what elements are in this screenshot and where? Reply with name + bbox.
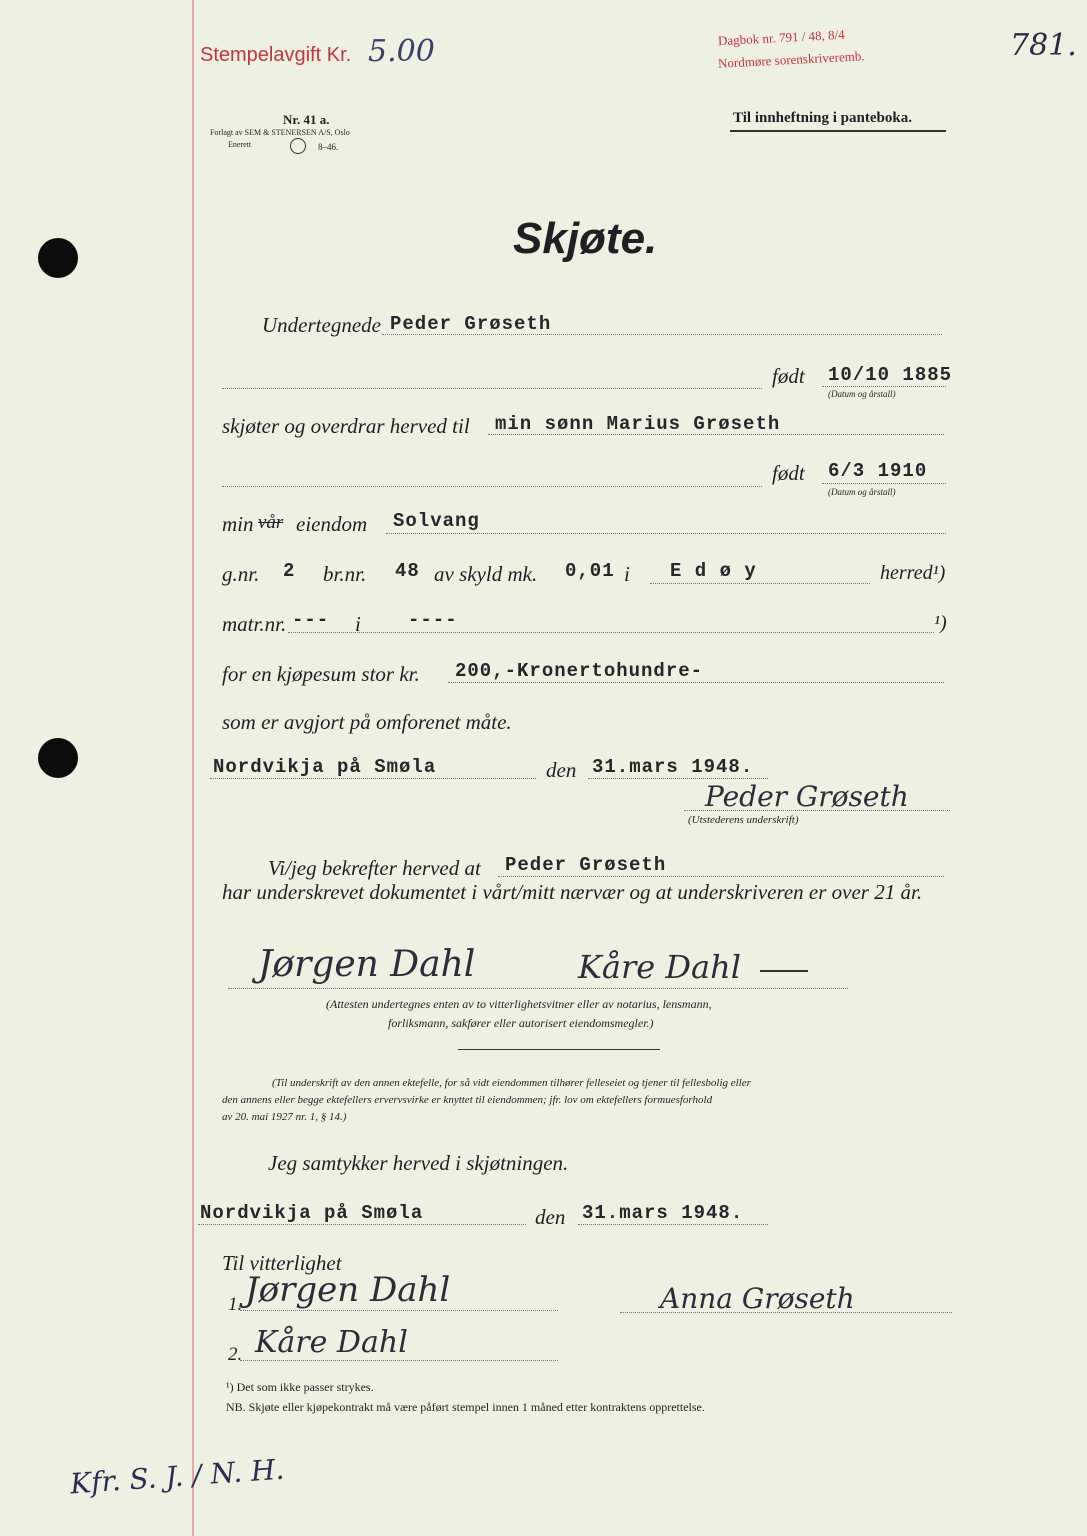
recipient-born-hint: (Datum og årstall) — [828, 487, 896, 497]
vitterlighet-signature-2: Kåre Dahl — [255, 1325, 408, 1360]
dotted-line — [386, 533, 946, 534]
binding-note-underline — [730, 130, 946, 132]
dotted-line — [240, 1310, 558, 1311]
dotted-line — [578, 1224, 768, 1225]
vitterlighet-num-1: 1. — [228, 1294, 243, 1315]
settled-text: som er avgjort på omforenet måte. — [222, 710, 512, 734]
recipient: min sønn Marius Grøseth — [495, 413, 781, 435]
property-label: eiendom — [296, 512, 368, 536]
brnr-value: 48 — [395, 560, 420, 582]
brnr-label: br.nr. — [323, 562, 367, 586]
copyright-seal-icon — [290, 138, 306, 154]
section-divider — [458, 1049, 660, 1050]
dotted-line — [222, 388, 762, 389]
footnote-1: ¹) Det som ikke passer strykes. — [226, 1380, 374, 1394]
dotted-line — [228, 988, 848, 989]
dotted-line — [240, 1360, 558, 1361]
dotted-line — [210, 778, 536, 779]
herred-label: herred¹) — [880, 562, 946, 584]
date-1: 31.mars 1948. — [592, 756, 754, 778]
matr-value: --- — [292, 609, 330, 631]
seller-label: Undertegnede — [262, 313, 381, 337]
margin-line — [192, 0, 194, 1536]
punch-hole — [38, 238, 78, 278]
recipient-born-label: født — [772, 461, 805, 485]
stamp-duty-amount: 5.00 — [368, 34, 435, 69]
dotted-line — [382, 334, 942, 335]
price-value: 200,-Kronertohundre- — [455, 660, 704, 682]
spouse-note-2: den annens eller begge ektefellers ervervsvirke er knyttet til eiendommen; jfr. lov om ektefellers formuesforhold — [222, 1094, 713, 1106]
seller-born-hint: (Datum og årstall) — [828, 389, 896, 399]
form-number: Nr. 41 a. — [283, 112, 330, 127]
attest-note-1: (Attesten undertegnes enten av to vitterlighetsvitner eller av notarius, lensmann, — [326, 997, 712, 1011]
signature-dash — [760, 970, 808, 972]
matr-i: i — [355, 612, 361, 636]
seller-signature: Peder Grøseth — [705, 780, 909, 813]
property-struck: vår — [258, 512, 284, 533]
page-number: 781. — [1010, 28, 1077, 63]
punch-hole — [38, 738, 78, 778]
gnr-label: g.nr. — [222, 562, 260, 586]
attest-note-2: forliksmann, sakfører eller autorisert eiendomsmegler.) — [388, 1016, 654, 1030]
dotted-line — [620, 1312, 952, 1313]
witness-confirm-line2: har underskrevet dokumentet i vårt/mitt nærvær og at underskriveren er over 21 år. — [222, 880, 923, 904]
seller-name: Peder Grøseth — [390, 313, 552, 335]
skyld-label: av skyld mk. — [434, 562, 538, 586]
binding-note: Til innheftning i panteboka. — [733, 110, 912, 126]
registry-stamp-line1: Dagbok nr. 791 / 48, 8/4 — [717, 26, 846, 49]
municipality: E d ø y — [670, 560, 757, 582]
stamp-duty-label: Stempelavgift Kr. — [200, 44, 352, 66]
gnr-value: 2 — [283, 560, 296, 582]
property-prefix: min — [222, 512, 254, 536]
form-copyright: Enerett — [228, 140, 252, 149]
dotted-line — [650, 583, 870, 584]
spouse-note-1: (Til underskrift av den annen ektefelle, for så vidt eiendommen tilhører felleseiet og tjener til fellesbolig eller — [272, 1077, 751, 1089]
dotted-line — [684, 810, 950, 811]
recipient-born: 6/3 1910 — [828, 460, 928, 482]
skyld-value: 0,01 — [565, 560, 615, 582]
footnote-nb: NB. Skjøte eller kjøpekontrakt må være påført stempel innen 1 måned etter kontraktens opprettelse. — [226, 1400, 705, 1414]
matr-label: matr.nr. — [222, 612, 287, 636]
dotted-line — [288, 632, 934, 633]
witness-signature-2: Kåre Dahl — [578, 948, 741, 986]
property-name: Solvang — [393, 510, 480, 532]
dotted-line — [822, 386, 946, 387]
den-2: den — [535, 1205, 566, 1229]
dotted-line — [588, 778, 768, 779]
witness-confirm-prefix: Vi/jeg bekrefter herved at — [268, 856, 481, 880]
witness-confirm-name: Peder Grøseth — [505, 854, 667, 876]
dotted-line — [448, 682, 944, 683]
vitterlighet-num-2: 2. — [228, 1344, 243, 1365]
price-label: for en kjøpesum stor kr. — [222, 662, 420, 686]
matr-suffix: ¹) — [934, 612, 947, 634]
matr-value2: ---- — [408, 609, 458, 631]
dotted-line — [198, 1224, 526, 1225]
form-date: 8–46. — [318, 142, 339, 152]
date-2: 31.mars 1948. — [582, 1202, 744, 1224]
witness-signature-1: Jørgen Dahl — [258, 944, 476, 985]
dotted-line — [488, 434, 944, 435]
place-2: Nordvikja på Smøla — [200, 1202, 424, 1224]
form-publisher: Forlagt av SEM & STENERSEN A/S, Oslo — [210, 128, 350, 137]
spouse-note-3: av 20. mai 1927 nr. 1, § 14.) — [222, 1111, 347, 1123]
seller-born: 10/10 1885 — [828, 364, 953, 386]
place-1: Nordvikja på Smøla — [213, 756, 437, 778]
seller-born-label: født — [772, 364, 805, 388]
dotted-line — [498, 876, 944, 877]
den-1: den — [546, 758, 577, 782]
dotted-line — [222, 486, 762, 487]
cadastre-i: i — [624, 562, 630, 586]
document-title: Skjøte. — [513, 214, 658, 263]
dotted-line — [822, 483, 946, 484]
transfer-label: skjøter og overdrar herved til — [222, 414, 470, 438]
vitterlighet-signature-1: Jørgen Dahl — [245, 1270, 451, 1310]
consent-text: Jeg samtykker herved i skjøtningen. — [268, 1151, 569, 1175]
registry-stamp-line2: Nordmøre sorenskriveremb. — [717, 48, 865, 71]
vitterlighet-label: Til vitterlighet — [222, 1251, 342, 1275]
spouse-signature: Anna Grøseth — [660, 1282, 855, 1315]
margin-note: Kfr. S. J. / N. H. — [69, 1452, 286, 1501]
signature-caption: (Utstederens underskrift) — [688, 814, 799, 826]
